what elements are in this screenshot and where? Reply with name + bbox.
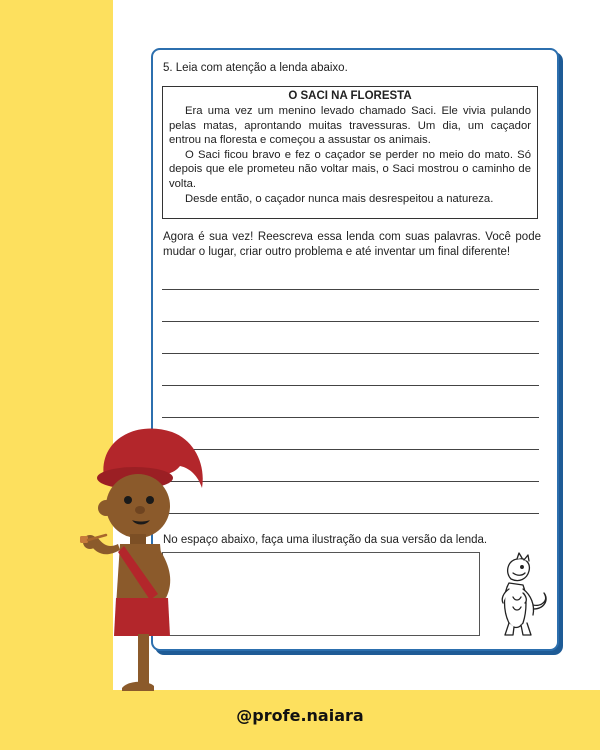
writing-line[interactable] [162, 353, 539, 354]
writing-line[interactable] [162, 385, 539, 386]
saci-character-illustration [66, 418, 206, 693]
author-handle: @profe.naiara [236, 706, 364, 725]
story-title: O SACI NA FLORESTA [288, 90, 412, 102]
story-paragraph-1: Era uma vez um menino levado chamado Saci. Ele vivia pulando pelas matas, aprontando muitas travessuras. Um dia, um caçador entrou na floresta e começou a assustar os animais. [169, 105, 531, 147]
rewrite-prompt: Agora é sua vez! Reescreva essa lenda com suas palavras. Você pode mudar o lugar, criar outro problema e até inventar um final diferente! [163, 231, 541, 258]
illustration-box[interactable] [162, 552, 480, 636]
dragon-outline-icon [489, 549, 551, 641]
writing-line[interactable] [162, 449, 539, 450]
exercise-instruction: 5. Leia com atenção a lenda abaixo. [163, 62, 348, 74]
story-box [162, 86, 538, 219]
worksheet-card [151, 48, 559, 651]
writing-line[interactable] [162, 513, 539, 514]
writing-line[interactable] [162, 481, 539, 482]
writing-line[interactable] [162, 289, 539, 290]
illustration-prompt: No espaço abaixo, faça uma ilustração da sua versão da lenda. [163, 534, 488, 546]
writing-line[interactable] [162, 321, 539, 322]
story-paragraph-3: Desde então, o caçador nunca mais desrespeitou a natureza. [185, 192, 494, 205]
story-paragraph-2: O Saci ficou bravo e fez o caçador se perder no meio do mato. Só depois que ele prometeu não voltar mais, o Saci mostrou o caminho de volta. [169, 148, 531, 190]
writing-line[interactable] [162, 417, 539, 418]
